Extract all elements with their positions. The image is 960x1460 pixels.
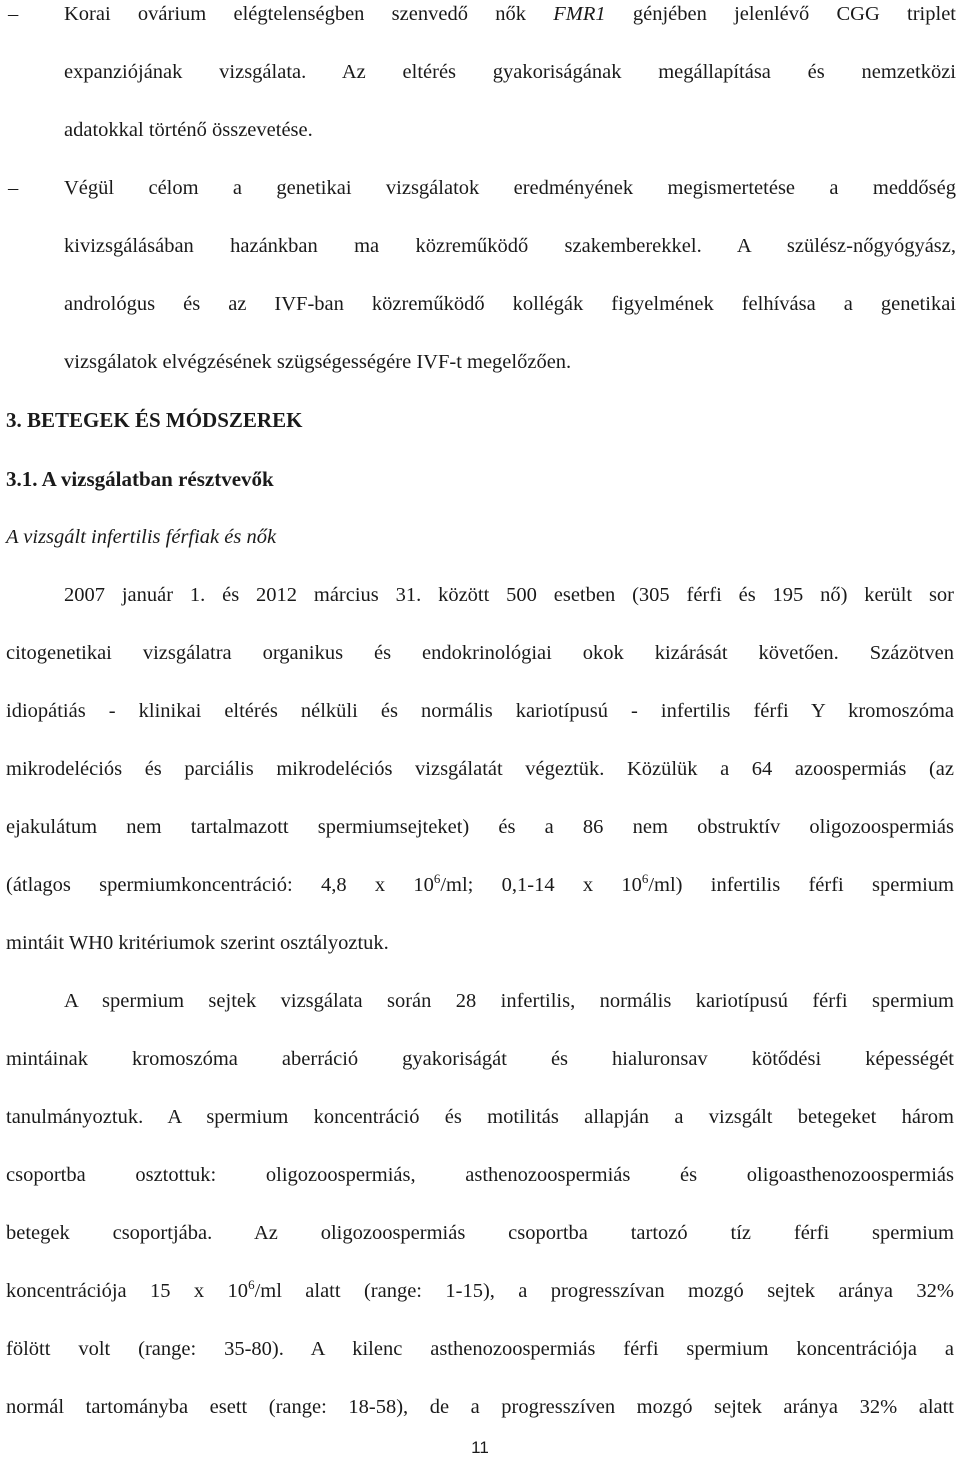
paragraph-2-line-6: koncentrációja 15 x $10^6/ml$ alatt (range: 1-15), a progresszívan mozgó sejtek aránya 32% (6, 1277, 954, 1302)
section-heading: 3. BETEGEK ÉS MÓDSZEREK (6, 408, 303, 432)
superscript: 6 (433, 871, 441, 886)
bullet-2-line-3: andrológus és az IVF-ban közreműködő kollégák figyelmének felhívása a genetikai (64, 293, 956, 315)
page-number: 11 (471, 1438, 489, 1457)
superscript: 6 (641, 871, 649, 886)
paragraph-1-line-2: citogenetikai vizsgálatra organikus és endokrinológiai okok kizárását követően. Százötven (6, 642, 954, 664)
bullet-1-line-2: expanziójának vizsgálata. Az eltérés gyakoriságának megállapítása és nemzetközi (64, 61, 956, 83)
bullet-2-line-1: Végül célom a genetikai vizsgálatok eredményének megismertetése a meddőség (64, 177, 956, 199)
paragraph-2-line-2: mintáinak kromoszóma aberráció gyakoriságát és hialuronsav kötődési képességét (6, 1048, 954, 1070)
bullet-dash: – (8, 3, 19, 25)
italic-subheading: A vizsgált infertilis férfiak és nők (6, 526, 277, 548)
paragraph-1-line-3: idiopátiás - klinikai eltérés nélküli és normális kariotípusú - infertilis férfi Y kromoszóma (6, 700, 954, 722)
bullet-2-line-2: kivizsgálásában hazánkban ma közreműködő szakemberekkel. A szülész-nőgyógyász, (64, 235, 956, 257)
paragraph-1-line-5: ejakulátum nem tartalmazott spermiumsejteket) és a 86 nem obstruktív oligozoospermiás (6, 816, 954, 838)
bullet-2-line-4: vizsgálatok elvégzésének szügségességére IVF-t megelőzően. (64, 351, 572, 373)
bullet-dash: – (8, 177, 19, 199)
gene-name: FMR1 (553, 3, 606, 25)
bullet-1-line-3: adatokkal történő összevetése. (64, 119, 313, 141)
paragraph-2-line-3: tanulmányoztuk. A spermium koncentráció és motilitás allapján a vizsgált betegeket három (6, 1106, 954, 1128)
paragraph-1-line-7: mintáit WH0 kritériumok szerint osztályoztuk. (6, 932, 389, 954)
paragraph-1-line-4: mikrodeléciós és parciális mikrodeléciós vizsgálatát végeztük. Közülük a 64 azoospermiás (az (6, 758, 954, 780)
subsection-heading: 3.1. A vizsgálatban résztvevők (6, 467, 274, 491)
paragraph-2-line-7: fölött volt (range: 35-80). A kilenc asthenozoospermiás férfi spermium koncentrációja a (6, 1338, 954, 1360)
bullet-1-line-1: Korai ovárium elégtelenségben szenvedő nők FMR1 génjében jelenlévő CGG triplet (64, 3, 956, 25)
paragraph-2-line-8: normál tartományba esett (range: 18-58), de a progresszíven mozgó sejtek aránya 32% alatt (6, 1396, 954, 1418)
paragraph-1-line-1: 2007 január 1. és 2012 március 31. között 500 esetben (305 férfi és 195 nő) került sor (64, 584, 954, 606)
paragraph-2-line-1: A spermium sejtek vizsgálata során 28 infertilis, normális kariotípusú férfi spermium (64, 990, 954, 1012)
paragraph-2-line-4: csoportba osztottuk: oligozoospermiás, asthenozoospermiás és oligoasthenozoospermiás (6, 1164, 954, 1186)
paragraph-1-line-6: (átlagos spermiumkoncentráció: 4,8 x $10^6/ml$; 0,1-14 x $10^6/ml$) infertilis férfi spermium (6, 871, 954, 896)
superscript: 6 (248, 1277, 255, 1292)
paragraph-2-line-5: betegek csoportjába. Az oligozoospermiás csoportba tartozó tíz férfi spermium (6, 1222, 954, 1244)
